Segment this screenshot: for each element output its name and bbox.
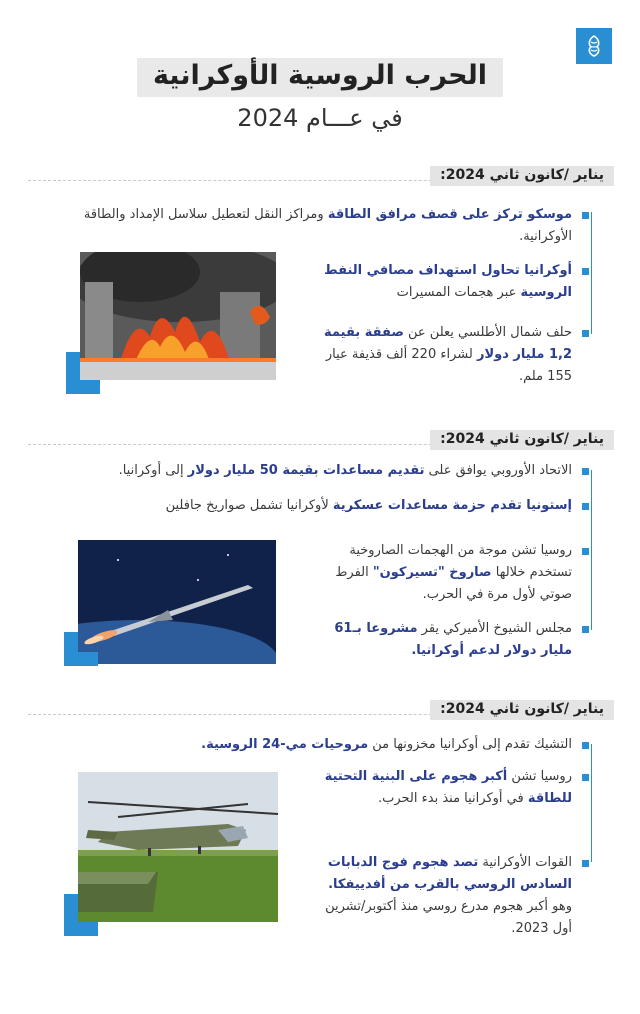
list-item xyxy=(52,460,572,482)
list-item xyxy=(312,618,572,662)
accent-bar xyxy=(64,922,98,936)
list-item xyxy=(52,734,572,756)
helicopter-photo xyxy=(78,772,278,922)
square-bullet-icon xyxy=(582,330,589,337)
accent-bar xyxy=(66,380,100,394)
list-item xyxy=(312,540,572,606)
hypersonic-missile-image xyxy=(78,540,276,664)
item-bold: تقديم مساعدات بقيمة 50 مليار دولار xyxy=(187,463,425,478)
item-text: لأوكرانيا تشمل صواريخ جافلين xyxy=(165,498,333,513)
item-text: في أوكرانيا منذ بدء الحرب. xyxy=(378,791,528,806)
item-bold: أكبر هجوم على البنية التحتية للطاقة xyxy=(324,769,572,806)
square-bullet-icon xyxy=(582,268,589,275)
page-subtitle: في عـــام 2024 xyxy=(237,104,403,132)
page-title: الحرب الروسية الأوكرانية xyxy=(137,58,503,97)
item-text: التشيك تقدم إلى أوكرانيا مخزونها من xyxy=(368,737,572,752)
timeline-line xyxy=(591,744,592,862)
item-text: روسيا تشن xyxy=(507,769,572,784)
item-bold: صاروخ "تسيركون" xyxy=(372,565,492,580)
list-item xyxy=(52,495,572,517)
item-text: روسيا تشن موجة من الهجمات الصاروخية تستخدم خلالها xyxy=(349,543,572,580)
item-text: الاتحاد الأوروبي يوافق على xyxy=(424,463,572,478)
item-text: وهو أكبر هجوم مدرع روسي منذ أكتوبر/تشرين أول 2023. xyxy=(325,899,572,936)
logo-mark xyxy=(581,33,607,59)
item-text: لشراء 220 ألف قذيفة عيار 155 ملم. xyxy=(325,347,572,384)
timeline-line xyxy=(591,470,592,630)
item-text: إلى أوكرانيا. xyxy=(118,463,188,478)
square-bullet-icon xyxy=(582,626,589,633)
square-bullet-icon xyxy=(582,742,589,749)
timeline-line xyxy=(591,212,592,334)
item-bold: تصد هجوم فوج الدبابات السادس الروسي بالقرب من أفدييفكا. xyxy=(327,855,572,892)
square-bullet-icon xyxy=(582,503,589,510)
square-bullet-icon xyxy=(582,212,589,219)
item-text: مجلس الشيوخ الأميركي يقر xyxy=(417,621,572,636)
list-item xyxy=(72,204,572,248)
title-wrap xyxy=(0,58,640,97)
item-bold: أوكرانيا تحاول استهداف مصافي النفط الروسية xyxy=(324,263,572,300)
item-text: القوات الأوكرانية xyxy=(478,855,572,870)
square-bullet-icon xyxy=(582,860,589,867)
section-date: يناير /كانون ثاني 2024: xyxy=(430,166,614,186)
accent-bar xyxy=(64,652,98,666)
item-text: الفرط صوتي لأول مرة في الحرب. xyxy=(335,565,572,602)
refinery-fire-image xyxy=(80,252,276,380)
item-bold: صفقة بقيمة 1,2 مليار دولار xyxy=(324,325,572,362)
item-text: ومراكز النقل لتعطيل سلاسل الإمداد والطاقة الأوكرانية. xyxy=(83,207,572,244)
fire-photo xyxy=(80,252,276,380)
list-item xyxy=(314,852,572,940)
helicopter-image xyxy=(78,772,278,922)
list-item xyxy=(312,260,572,304)
square-bullet-icon xyxy=(582,468,589,475)
list-item xyxy=(314,766,572,810)
missile-photo xyxy=(78,540,276,664)
item-bold: مشروعا بـ61 مليار دولار لدعم أوكرانيا. xyxy=(334,621,572,658)
item-bold: مروحيات مي-24 الروسية. xyxy=(201,737,369,752)
square-bullet-icon xyxy=(582,548,589,555)
section-date: يناير /كانون ثاني 2024: xyxy=(430,700,614,720)
item-bold: إستونيا تقدم حزمة مساعدات عسكرية xyxy=(332,498,572,513)
section-date: يناير /كانون ثاني 2024: xyxy=(430,430,614,450)
square-bullet-icon xyxy=(582,774,589,781)
item-bold: موسكو تركز على قصف مرافق الطاقة xyxy=(327,207,572,222)
item-text: حلف شمال الأطلسي يعلن عن xyxy=(403,325,572,340)
list-item xyxy=(312,322,572,388)
item-text: عبر هجمات المسيرات xyxy=(396,285,521,300)
